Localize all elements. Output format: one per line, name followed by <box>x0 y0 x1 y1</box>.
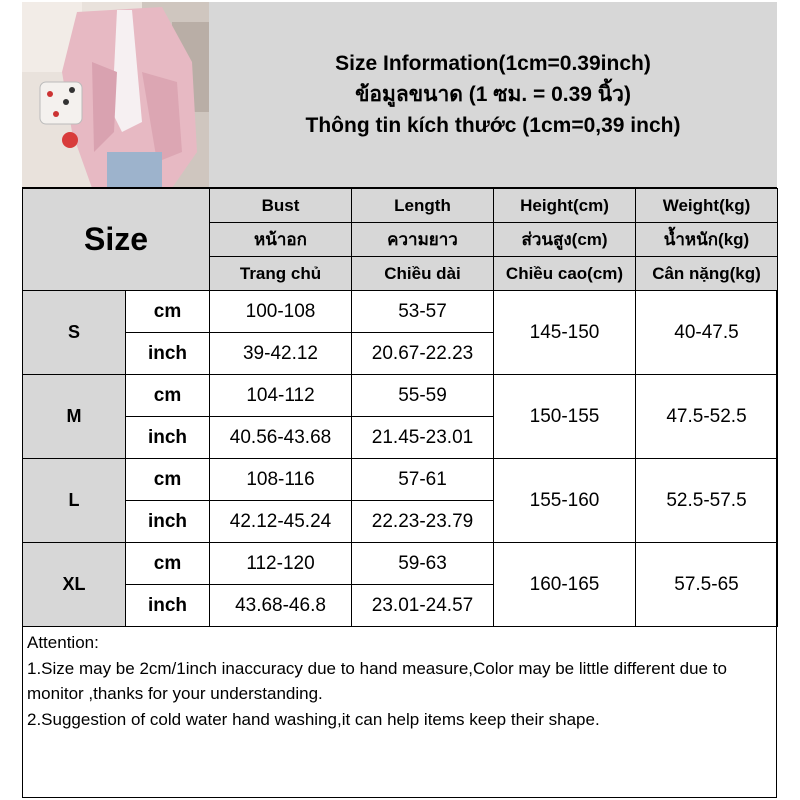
bust-cm-value: 104-112 <box>210 375 352 417</box>
length-cm-value: 55-59 <box>352 375 494 417</box>
length-inch-value: 22.23-23.79 <box>352 501 494 543</box>
bust-cm-value: 100-108 <box>210 291 352 333</box>
weight-header-th: น้ำหนัก(kg) <box>636 223 778 257</box>
unit-cm-label: cm <box>126 543 210 585</box>
height-header-th: ส่วนสูง(cm) <box>494 223 636 257</box>
header-title-vietnamese: Thông tin kích thước (1cm=0,39 inch) <box>305 114 681 137</box>
length-inch-value: 20.67-22.23 <box>352 333 494 375</box>
size-table <box>22 188 778 627</box>
attention-notes <box>27 630 772 732</box>
height-header-en: Height(cm) <box>494 189 636 223</box>
height-value: 150-155 <box>494 375 636 459</box>
weight-value: 57.5-65 <box>636 543 778 627</box>
attention-title: Attention: <box>27 633 99 652</box>
unit-inch-label: inch <box>126 333 210 375</box>
weight-value: 52.5-57.5 <box>636 459 778 543</box>
size-label-l: L <box>23 459 126 543</box>
product-photo <box>22 2 210 188</box>
length-header-en: Length <box>352 189 494 223</box>
length-inch-value: 23.01-24.57 <box>352 585 494 627</box>
size-column-title: Size <box>23 189 210 291</box>
unit-inch-label: inch <box>126 417 210 459</box>
length-cm-value: 53-57 <box>352 291 494 333</box>
bust-inch-value: 40.56-43.68 <box>210 417 352 459</box>
unit-inch-label: inch <box>126 585 210 627</box>
header-title-thai: ข้อมูลขนาด (1 ซม. = 0.39 นิ้ว) <box>355 83 631 106</box>
unit-cm-label: cm <box>126 291 210 333</box>
height-value: 145-150 <box>494 291 636 375</box>
bust-header-vi: Trang chủ <box>210 257 352 291</box>
height-header-vi: Chiều cao(cm) <box>494 257 636 291</box>
bust-inch-value: 39-42.12 <box>210 333 352 375</box>
weight-value: 40-47.5 <box>636 291 778 375</box>
weight-value: 47.5-52.5 <box>636 375 778 459</box>
unit-cm-label: cm <box>126 459 210 501</box>
size-label-s: S <box>23 291 126 375</box>
weight-header-en: Weight(kg) <box>636 189 778 223</box>
size-information-header <box>209 2 777 188</box>
bust-inch-value: 42.12-45.24 <box>210 501 352 543</box>
height-value: 155-160 <box>494 459 636 543</box>
size-label-xl: XL <box>23 543 126 627</box>
height-value: 160-165 <box>494 543 636 627</box>
length-header-th: ความยาว <box>352 223 494 257</box>
bust-cm-value: 112-120 <box>210 543 352 585</box>
bust-inch-value: 43.68-46.8 <box>210 585 352 627</box>
length-header-vi: Chiều dài <box>352 257 494 291</box>
length-inch-value: 21.45-23.01 <box>352 417 494 459</box>
size-label-m: M <box>23 375 126 459</box>
bust-cm-value: 108-116 <box>210 459 352 501</box>
unit-cm-label: cm <box>126 375 210 417</box>
bust-header-en: Bust <box>210 189 352 223</box>
length-cm-value: 57-61 <box>352 459 494 501</box>
bust-header-th: หน้าอก <box>210 223 352 257</box>
unit-inch-label: inch <box>126 501 210 543</box>
length-cm-value: 59-63 <box>352 543 494 585</box>
weight-header-vi: Cân nặng(kg) <box>636 257 778 291</box>
attention-note-2: 2.Suggestion of cold water hand washing,it can help items keep their shape. <box>27 709 600 729</box>
header-title-english: Size Information(1cm=0.39inch) <box>335 52 651 75</box>
product-photo-illustration <box>22 2 210 188</box>
attention-note-1: 1.Size may be 2cm/1inch inaccuracy due to hand measure,Color may be little different due to monitor ,thanks for your understanding. <box>27 658 727 703</box>
